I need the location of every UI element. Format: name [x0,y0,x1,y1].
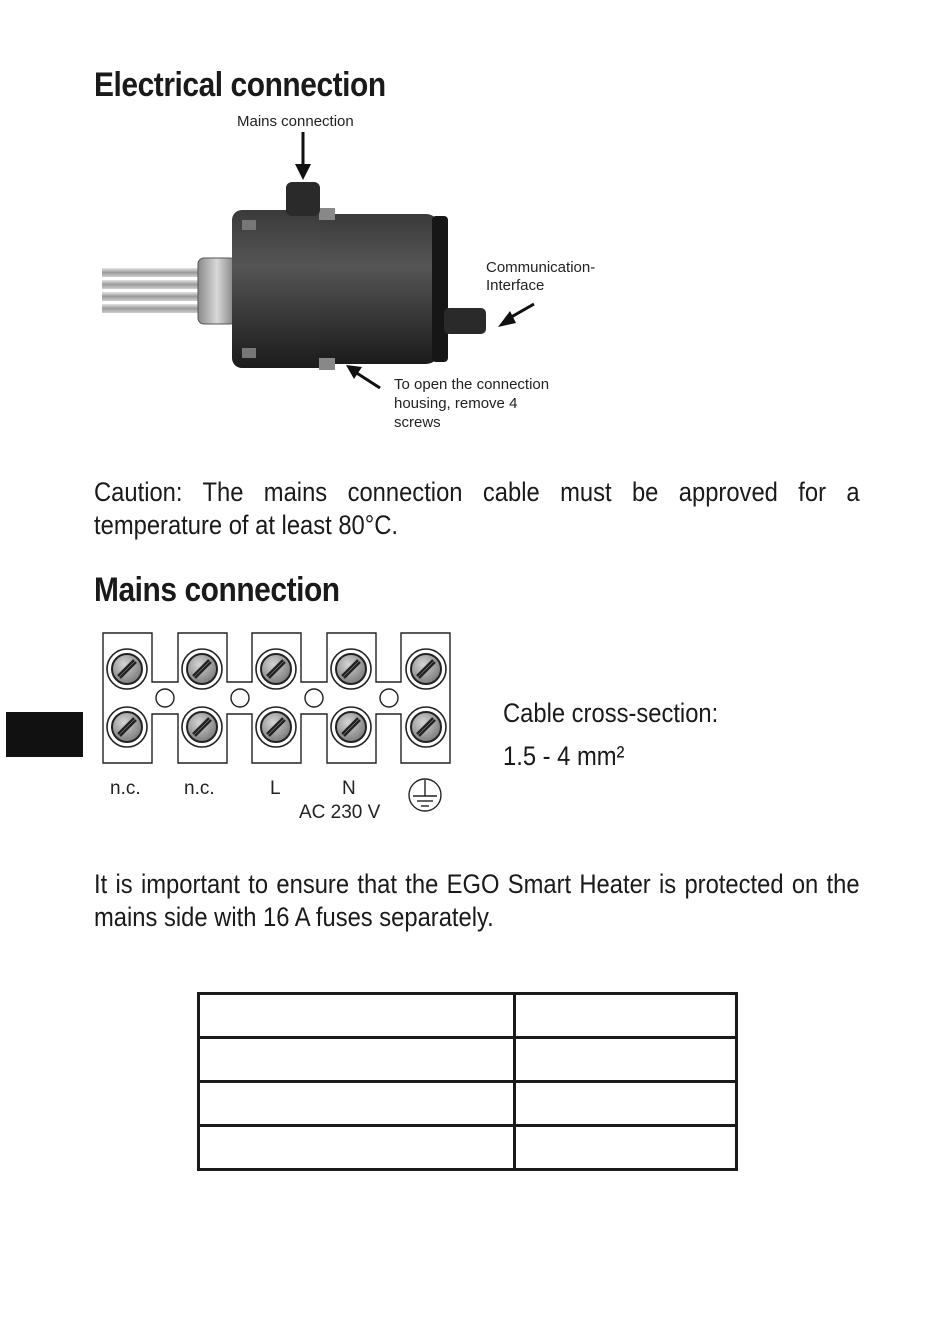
table-row [199,1082,737,1126]
table-row [199,1038,737,1082]
mains-cable-gland [286,182,320,216]
table-cell [199,994,515,1038]
label-open-housing-3: screws [394,414,441,431]
label-open-housing-1: To open the connection [394,376,550,393]
terminal-voltage-label: AC 230 V [299,802,381,823]
table-cell [199,1126,515,1170]
table-cell [515,1038,737,1082]
heater-photo [94,108,634,438]
label-communication-2: Interface [486,277,545,294]
table-cell [199,1038,515,1082]
cable-cross-section-label: Cable cross-section: [503,698,719,728]
terminal-label-n: N [342,778,356,799]
side-tab-marker [6,712,83,757]
table-row [199,1126,737,1170]
connection-housing [232,208,448,370]
heading-electrical-connection: Electrical connection [94,66,386,104]
terminal-block-diagram [100,630,460,825]
communication-gland [444,308,486,334]
label-open-housing-2: housing, remove 4 [394,395,518,412]
heading-mains-connection: Mains connection [94,571,340,609]
cable-cross-section-value: 1.5 - 4 mm² [503,741,625,771]
table-row [199,994,737,1038]
table-cell [515,1126,737,1170]
table-cell [199,1082,515,1126]
terminal-label-nc-1: n.c. [110,778,141,799]
earth-ground-icon [409,779,441,811]
table-cell [515,994,737,1038]
label-communication-1: Communication- [486,259,596,276]
label-mains-connection: Mains connection [237,113,354,130]
fuse-note-text: It is important to ensure that the EGO Smart Heater is protected on the mains side with 16 A fuses separately. [94,869,860,932]
heating-rods [102,268,214,313]
table-cell [515,1082,737,1126]
terminal-label-l: L [270,778,281,799]
caution-text: Caution: The mains connection cable must be approved for a temperature of at least 80°C. [94,477,860,540]
terminal-label-nc-2: n.c. [184,778,215,799]
empty-table [197,992,738,1171]
threaded-nut [198,258,236,324]
